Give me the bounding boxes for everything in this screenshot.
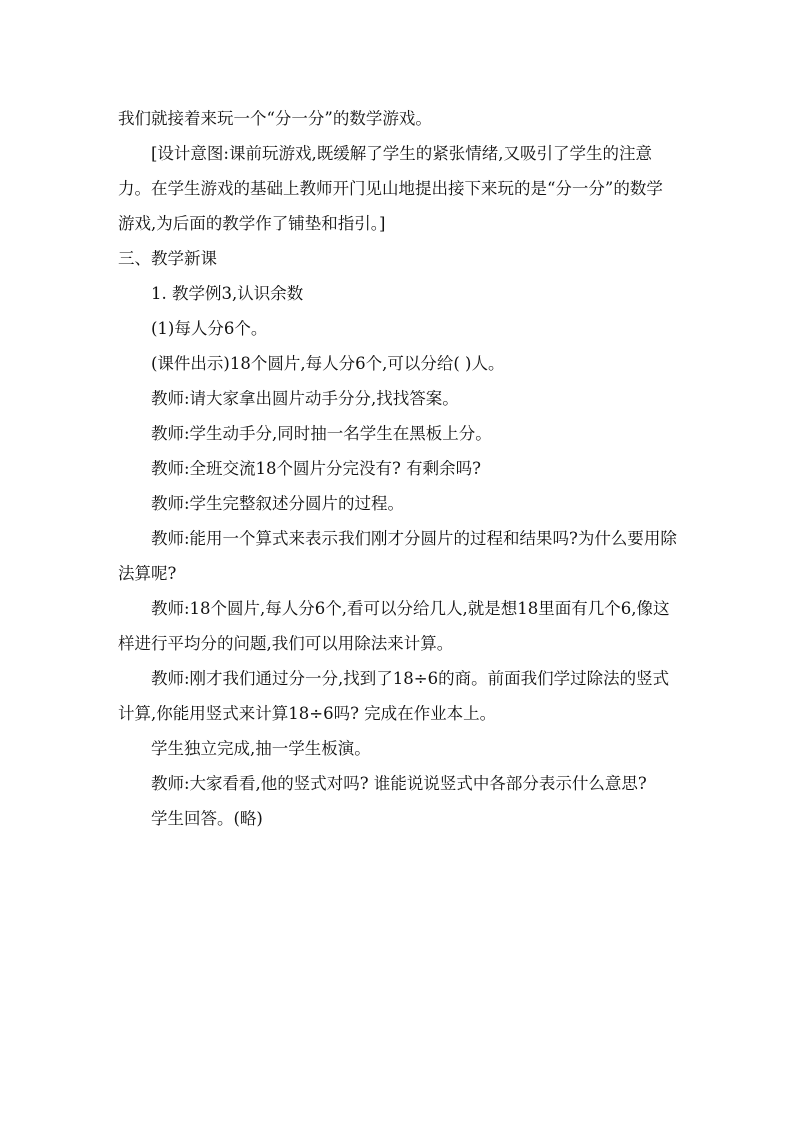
paragraph-sub-one: (1)每人分6个。: [151, 319, 268, 338]
paragraph-students-2: 学生回答。(略): [151, 809, 263, 828]
paragraph-teacher-8: 教师:大家看看,他的竖式对吗? 谁能说说竖式中各部分表示什么意思?: [151, 774, 647, 793]
paragraph-teacher-2: 教师:学生动手分,同时抽一名学生在黑板上分。: [151, 424, 492, 443]
paragraph-teacher-3: 教师:全班交流18个圆片分完没有? 有剩余吗?: [151, 459, 481, 478]
document-body: [118, 101, 678, 836]
paragraph-teacher-1: 教师:请大家拿出圆片动手分分,找找答案。: [151, 389, 459, 408]
paragraph-teacher-4: 教师:学生完整叙述分圆片的过程。: [151, 494, 405, 513]
paragraph-students-1: 学生独立完成,抽一学生板演。: [151, 739, 371, 758]
section-heading-three: 三、教学新课: [118, 249, 217, 268]
paragraph-teacher-5: 教师:能用一个算式来表示我们刚才分圆片的过程和结果吗?为什么要用除法算呢?: [118, 529, 677, 583]
paragraph-teacher-6: 教师:18个圆片,每人分6个,看可以分给几人,就是想18里面有几个6,像这样进行平均分的问题,我们可以用除法来计算。: [118, 599, 670, 653]
paragraph-courseware: (课件出示)18个圆片,每人分6个,可以分给( )人。: [151, 354, 505, 373]
paragraph-example-three: 1. 教学例3,认识余数: [151, 284, 304, 303]
paragraph-intro-continued: 我们就接着来玩一个“分一分”的数学游戏。: [118, 109, 432, 128]
paragraph-design-intent: [设计意图:课前玩游戏,既缓解了学生的紧张情绪,又吸引了学生的注意力。在学生游戏的基础上教师开门见山地提出接下来玩的是“分一分”的数学游戏,为后面的教学作了铺垫和指引。]: [118, 144, 663, 233]
paragraph-teacher-7: 教师:刚才我们通过分一分,找到了18÷6的商。前面我们学过除法的竖式计算,你能用竖式来计算18÷6吗? 完成在作业本上。: [118, 669, 670, 723]
